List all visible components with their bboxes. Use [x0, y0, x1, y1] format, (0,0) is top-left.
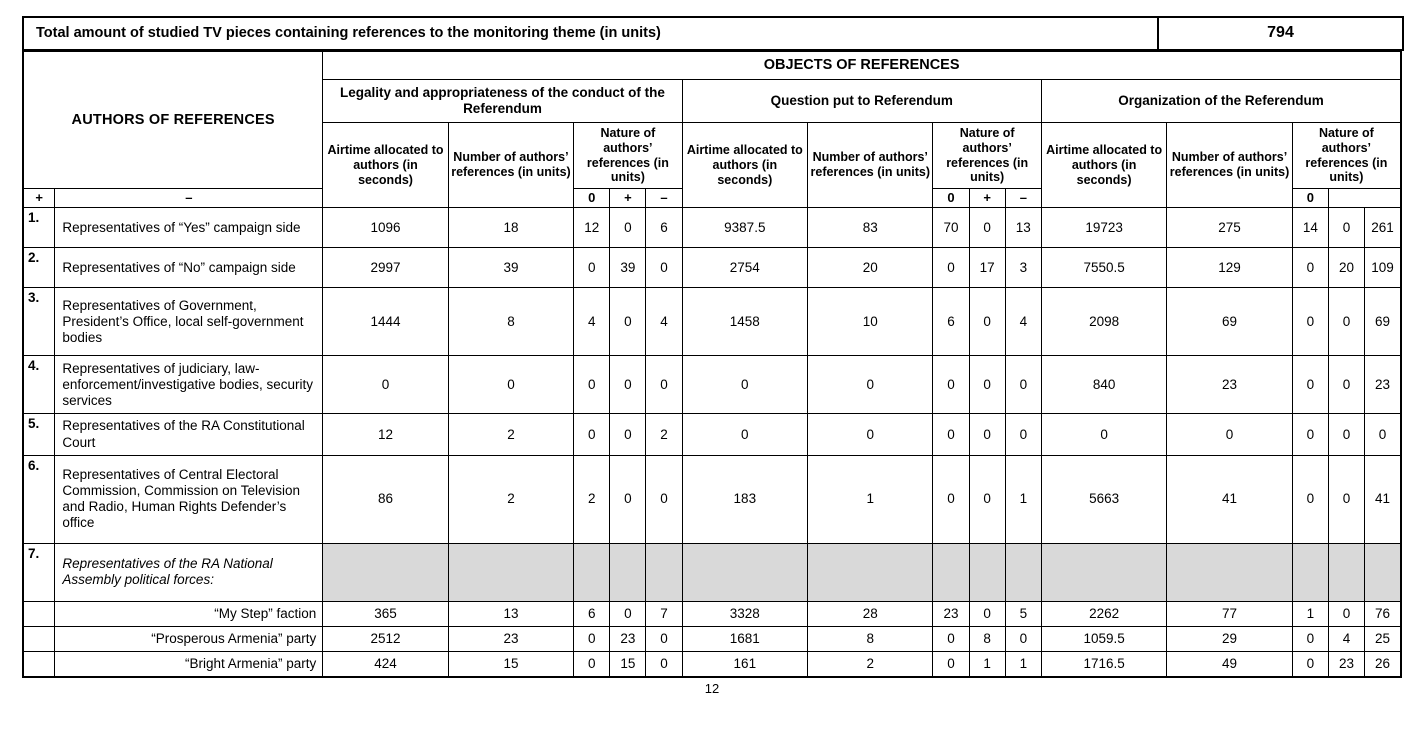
data-cell: 19723 [1041, 208, 1166, 248]
row-label: Representatives of the RA Constitutional Court [55, 414, 323, 455]
data-cell: 0 [646, 455, 682, 543]
references-table [22, 51, 1402, 678]
subheader-airtime-3: Airtime allocated to authors (in seconds) [1041, 123, 1166, 208]
data-cell: 0 [969, 601, 1005, 626]
data-cell: 0 [610, 208, 646, 248]
data-cell: 20 [1328, 248, 1364, 288]
data-cell: 109 [1365, 248, 1401, 288]
data-cell: 0 [1292, 652, 1328, 678]
data-cell: 0 [1328, 601, 1364, 626]
data-cell: 2997 [323, 248, 448, 288]
data-cell: 69 [1365, 288, 1401, 356]
row-label: Representatives of Central Electoral Commission, Commission on Television and Radio, Human Rights Defender’s office [55, 455, 323, 543]
data-cell: 2262 [1041, 601, 1166, 626]
data-cell: 0 [933, 455, 969, 543]
data-cell: 0 [610, 414, 646, 455]
group-header-legality: Legality and appropriateness of the conduct of the Referendum [323, 80, 682, 123]
data-cell: 25 [1365, 626, 1401, 651]
data-cell: 49 [1167, 652, 1292, 678]
data-cell: 4 [646, 288, 682, 356]
data-cell: 0 [323, 356, 448, 414]
data-cell: 2 [574, 455, 610, 543]
data-cell: 1 [969, 652, 1005, 678]
row-label: “Prosperous Armenia” party [55, 626, 323, 651]
data-cell: 365 [323, 601, 448, 626]
data-cell: 0 [646, 248, 682, 288]
sign-plus-2: + [610, 189, 646, 208]
table-row [23, 626, 1401, 651]
data-cell [933, 543, 969, 601]
data-cell [610, 543, 646, 601]
data-cell: 1444 [323, 288, 448, 356]
data-cell: 0 [969, 208, 1005, 248]
table-row [23, 601, 1401, 626]
subheader-number-3: Number of authors’ references (in units) [1167, 123, 1292, 208]
data-cell: 183 [682, 455, 807, 543]
authors-of-references-header: AUTHORS OF REFERENCES [23, 52, 323, 189]
data-cell: 4 [574, 288, 610, 356]
total-summary-table [22, 16, 1404, 51]
data-cell: 20 [808, 248, 933, 288]
data-cell: 0 [1292, 288, 1328, 356]
table-row [23, 248, 1401, 288]
row-number: 6. [23, 455, 55, 543]
data-cell: 0 [1292, 356, 1328, 414]
data-cell: 23 [933, 601, 969, 626]
data-cell [1292, 543, 1328, 601]
data-cell: 0 [969, 455, 1005, 543]
data-cell: 23 [448, 626, 573, 651]
data-cell: 7550.5 [1041, 248, 1166, 288]
data-cell: 0 [1328, 356, 1364, 414]
data-cell: 0 [933, 248, 969, 288]
row-number: 5. [23, 414, 55, 455]
data-cell: 0 [1005, 356, 1041, 414]
total-value: 794 [1158, 17, 1403, 50]
data-cell: 23 [1328, 652, 1364, 678]
data-cell: 2 [448, 455, 573, 543]
sign-plus-3: + [969, 189, 1005, 208]
data-cell: 0 [1005, 414, 1041, 455]
data-cell [969, 543, 1005, 601]
row-label: Representatives of the RA National Assembly political forces: [55, 543, 323, 601]
table-row [23, 652, 1401, 678]
data-cell: 0 [610, 356, 646, 414]
subheader-nature-3: Nature of authors’ references (in units) [1292, 123, 1401, 189]
data-cell: 4 [1328, 626, 1364, 651]
data-cell: 275 [1167, 208, 1292, 248]
data-cell: 0 [933, 626, 969, 651]
data-cell [1041, 543, 1166, 601]
data-cell: 0 [574, 626, 610, 651]
data-cell: 840 [1041, 356, 1166, 414]
row-label: Representatives of judiciary, law-enforcement/investigative bodies, security services [55, 356, 323, 414]
row-label: Representatives of Government, President’s Office, local self-government bodies [55, 288, 323, 356]
data-cell: 261 [1365, 208, 1401, 248]
data-cell: 2512 [323, 626, 448, 651]
data-cell: 8 [448, 288, 573, 356]
table-row [23, 356, 1401, 414]
data-cell: 0 [646, 356, 682, 414]
row-label: “Bright Armenia” party [55, 652, 323, 678]
data-cell: 1059.5 [1041, 626, 1166, 651]
data-cell: 1716.5 [1041, 652, 1166, 678]
data-cell: 6 [646, 208, 682, 248]
table-row [23, 455, 1401, 543]
group-header-organization: Organization of the Referendum [1041, 80, 1401, 123]
data-cell: 0 [933, 356, 969, 414]
sign-minus-2: – [646, 189, 682, 208]
row-number: 2. [23, 248, 55, 288]
data-cell [1005, 543, 1041, 601]
subheader-number-1: Number of authors’ references (in units) [448, 123, 573, 208]
data-cell: 77 [1167, 601, 1292, 626]
data-cell: 0 [682, 356, 807, 414]
subheader-airtime-1: Airtime allocated to authors (in seconds) [323, 123, 448, 208]
data-cell: 13 [1005, 208, 1041, 248]
data-cell: 1681 [682, 626, 807, 651]
data-cell: 23 [1365, 356, 1401, 414]
table-row [23, 414, 1401, 455]
data-cell: 8 [808, 626, 933, 651]
row-label: “My Step” faction [55, 601, 323, 626]
data-cell: 0 [1328, 414, 1364, 455]
row-number [23, 652, 55, 678]
data-cell: 1 [1292, 601, 1328, 626]
objects-of-references-header: OBJECTS OF REFERENCES [323, 52, 1401, 80]
data-cell [646, 543, 682, 601]
data-cell: 0 [808, 356, 933, 414]
table-row [23, 288, 1401, 356]
data-cell: 29 [1167, 626, 1292, 651]
header-row-objects [23, 52, 1401, 80]
row-number: 4. [23, 356, 55, 414]
data-cell: 15 [610, 652, 646, 678]
table-body [23, 208, 1401, 677]
data-cell: 0 [574, 414, 610, 455]
row-number [23, 601, 55, 626]
sign-zero-3: 0 [1292, 189, 1328, 208]
data-cell: 39 [610, 248, 646, 288]
data-cell: 2 [808, 652, 933, 678]
sign-minus-3: – [1005, 189, 1041, 208]
data-cell: 0 [610, 288, 646, 356]
data-cell: 0 [574, 652, 610, 678]
data-cell: 0 [646, 652, 682, 678]
sign-plus-1: + [23, 189, 55, 208]
subheader-nature-1: Nature of authors’ references (in units) [574, 123, 682, 189]
data-cell: 76 [1365, 601, 1401, 626]
data-cell: 3328 [682, 601, 807, 626]
data-cell: 13 [448, 601, 573, 626]
data-cell: 0 [646, 626, 682, 651]
data-cell: 5 [1005, 601, 1041, 626]
data-cell: 83 [808, 208, 933, 248]
data-cell: 0 [969, 414, 1005, 455]
data-cell [808, 543, 933, 601]
data-cell: 6 [574, 601, 610, 626]
data-cell: 0 [1328, 288, 1364, 356]
data-cell [323, 543, 448, 601]
data-cell: 7 [646, 601, 682, 626]
data-cell: 39 [448, 248, 573, 288]
data-cell: 0 [808, 414, 933, 455]
data-cell: 0 [1005, 626, 1041, 651]
data-cell: 1096 [323, 208, 448, 248]
data-cell: 5663 [1041, 455, 1166, 543]
data-cell [1365, 543, 1401, 601]
data-cell: 129 [1167, 248, 1292, 288]
data-cell: 6 [933, 288, 969, 356]
subheader-nature-2: Nature of authors’ references (in units) [933, 123, 1041, 189]
data-cell [574, 543, 610, 601]
data-cell: 12 [323, 414, 448, 455]
data-cell: 0 [1365, 414, 1401, 455]
table-row [23, 208, 1401, 248]
row-label: Representatives of “No” campaign side [55, 248, 323, 288]
data-cell: 9387.5 [682, 208, 807, 248]
sign-zero-1: 0 [574, 189, 610, 208]
data-cell [1167, 543, 1292, 601]
row-number: 1. [23, 208, 55, 248]
data-cell: 0 [1041, 414, 1166, 455]
data-cell [448, 543, 573, 601]
data-cell: 0 [574, 356, 610, 414]
data-cell: 161 [682, 652, 807, 678]
data-cell: 0 [969, 356, 1005, 414]
row-number: 7. [23, 543, 55, 601]
data-cell: 10 [808, 288, 933, 356]
data-cell: 0 [448, 356, 573, 414]
data-cell: 0 [610, 601, 646, 626]
subheader-number-2: Number of authors’ references (in units) [808, 123, 933, 208]
data-cell: 2098 [1041, 288, 1166, 356]
sign-minus-1: – [55, 189, 323, 208]
data-cell: 2754 [682, 248, 807, 288]
data-cell: 0 [933, 652, 969, 678]
data-cell: 18 [448, 208, 573, 248]
data-cell [1328, 543, 1364, 601]
data-cell: 12 [574, 208, 610, 248]
data-cell: 1 [1005, 652, 1041, 678]
total-label: Total amount of studied TV pieces containing references to the monitoring theme (in units) [23, 17, 1158, 50]
data-cell: 424 [323, 652, 448, 678]
row-number: 3. [23, 288, 55, 356]
data-cell: 8 [969, 626, 1005, 651]
data-cell: 0 [1167, 414, 1292, 455]
data-cell: 0 [1292, 626, 1328, 651]
data-cell: 1458 [682, 288, 807, 356]
data-cell: 1 [1005, 455, 1041, 543]
data-cell: 86 [323, 455, 448, 543]
data-cell: 3 [1005, 248, 1041, 288]
data-cell: 0 [610, 455, 646, 543]
subheader-airtime-2: Airtime allocated to authors (in seconds) [682, 123, 807, 208]
group-header-question: Question put to Referendum [682, 80, 1041, 123]
data-cell: 2 [646, 414, 682, 455]
total-row [23, 17, 1403, 50]
data-cell: 28 [808, 601, 933, 626]
data-cell: 41 [1167, 455, 1292, 543]
data-cell: 23 [1167, 356, 1292, 414]
data-cell: 0 [574, 248, 610, 288]
data-cell: 26 [1365, 652, 1401, 678]
data-cell: 0 [1292, 248, 1328, 288]
data-cell [682, 543, 807, 601]
data-cell: 41 [1365, 455, 1401, 543]
data-cell: 0 [933, 414, 969, 455]
data-cell: 1 [808, 455, 933, 543]
data-cell: 4 [1005, 288, 1041, 356]
data-cell: 0 [1328, 208, 1364, 248]
table-row [23, 543, 1401, 601]
data-cell: 69 [1167, 288, 1292, 356]
data-cell: 0 [682, 414, 807, 455]
data-cell: 2 [448, 414, 573, 455]
data-cell: 17 [969, 248, 1005, 288]
data-cell: 0 [1292, 455, 1328, 543]
data-cell: 0 [1292, 414, 1328, 455]
data-cell: 15 [448, 652, 573, 678]
row-label: Representatives of “Yes” campaign side [55, 208, 323, 248]
row-number [23, 626, 55, 651]
data-cell: 70 [933, 208, 969, 248]
sign-zero-2: 0 [933, 189, 969, 208]
page-number: 12 [704, 681, 720, 697]
data-cell: 23 [610, 626, 646, 651]
data-cell: 0 [1328, 455, 1364, 543]
data-cell: 14 [1292, 208, 1328, 248]
data-cell: 0 [969, 288, 1005, 356]
